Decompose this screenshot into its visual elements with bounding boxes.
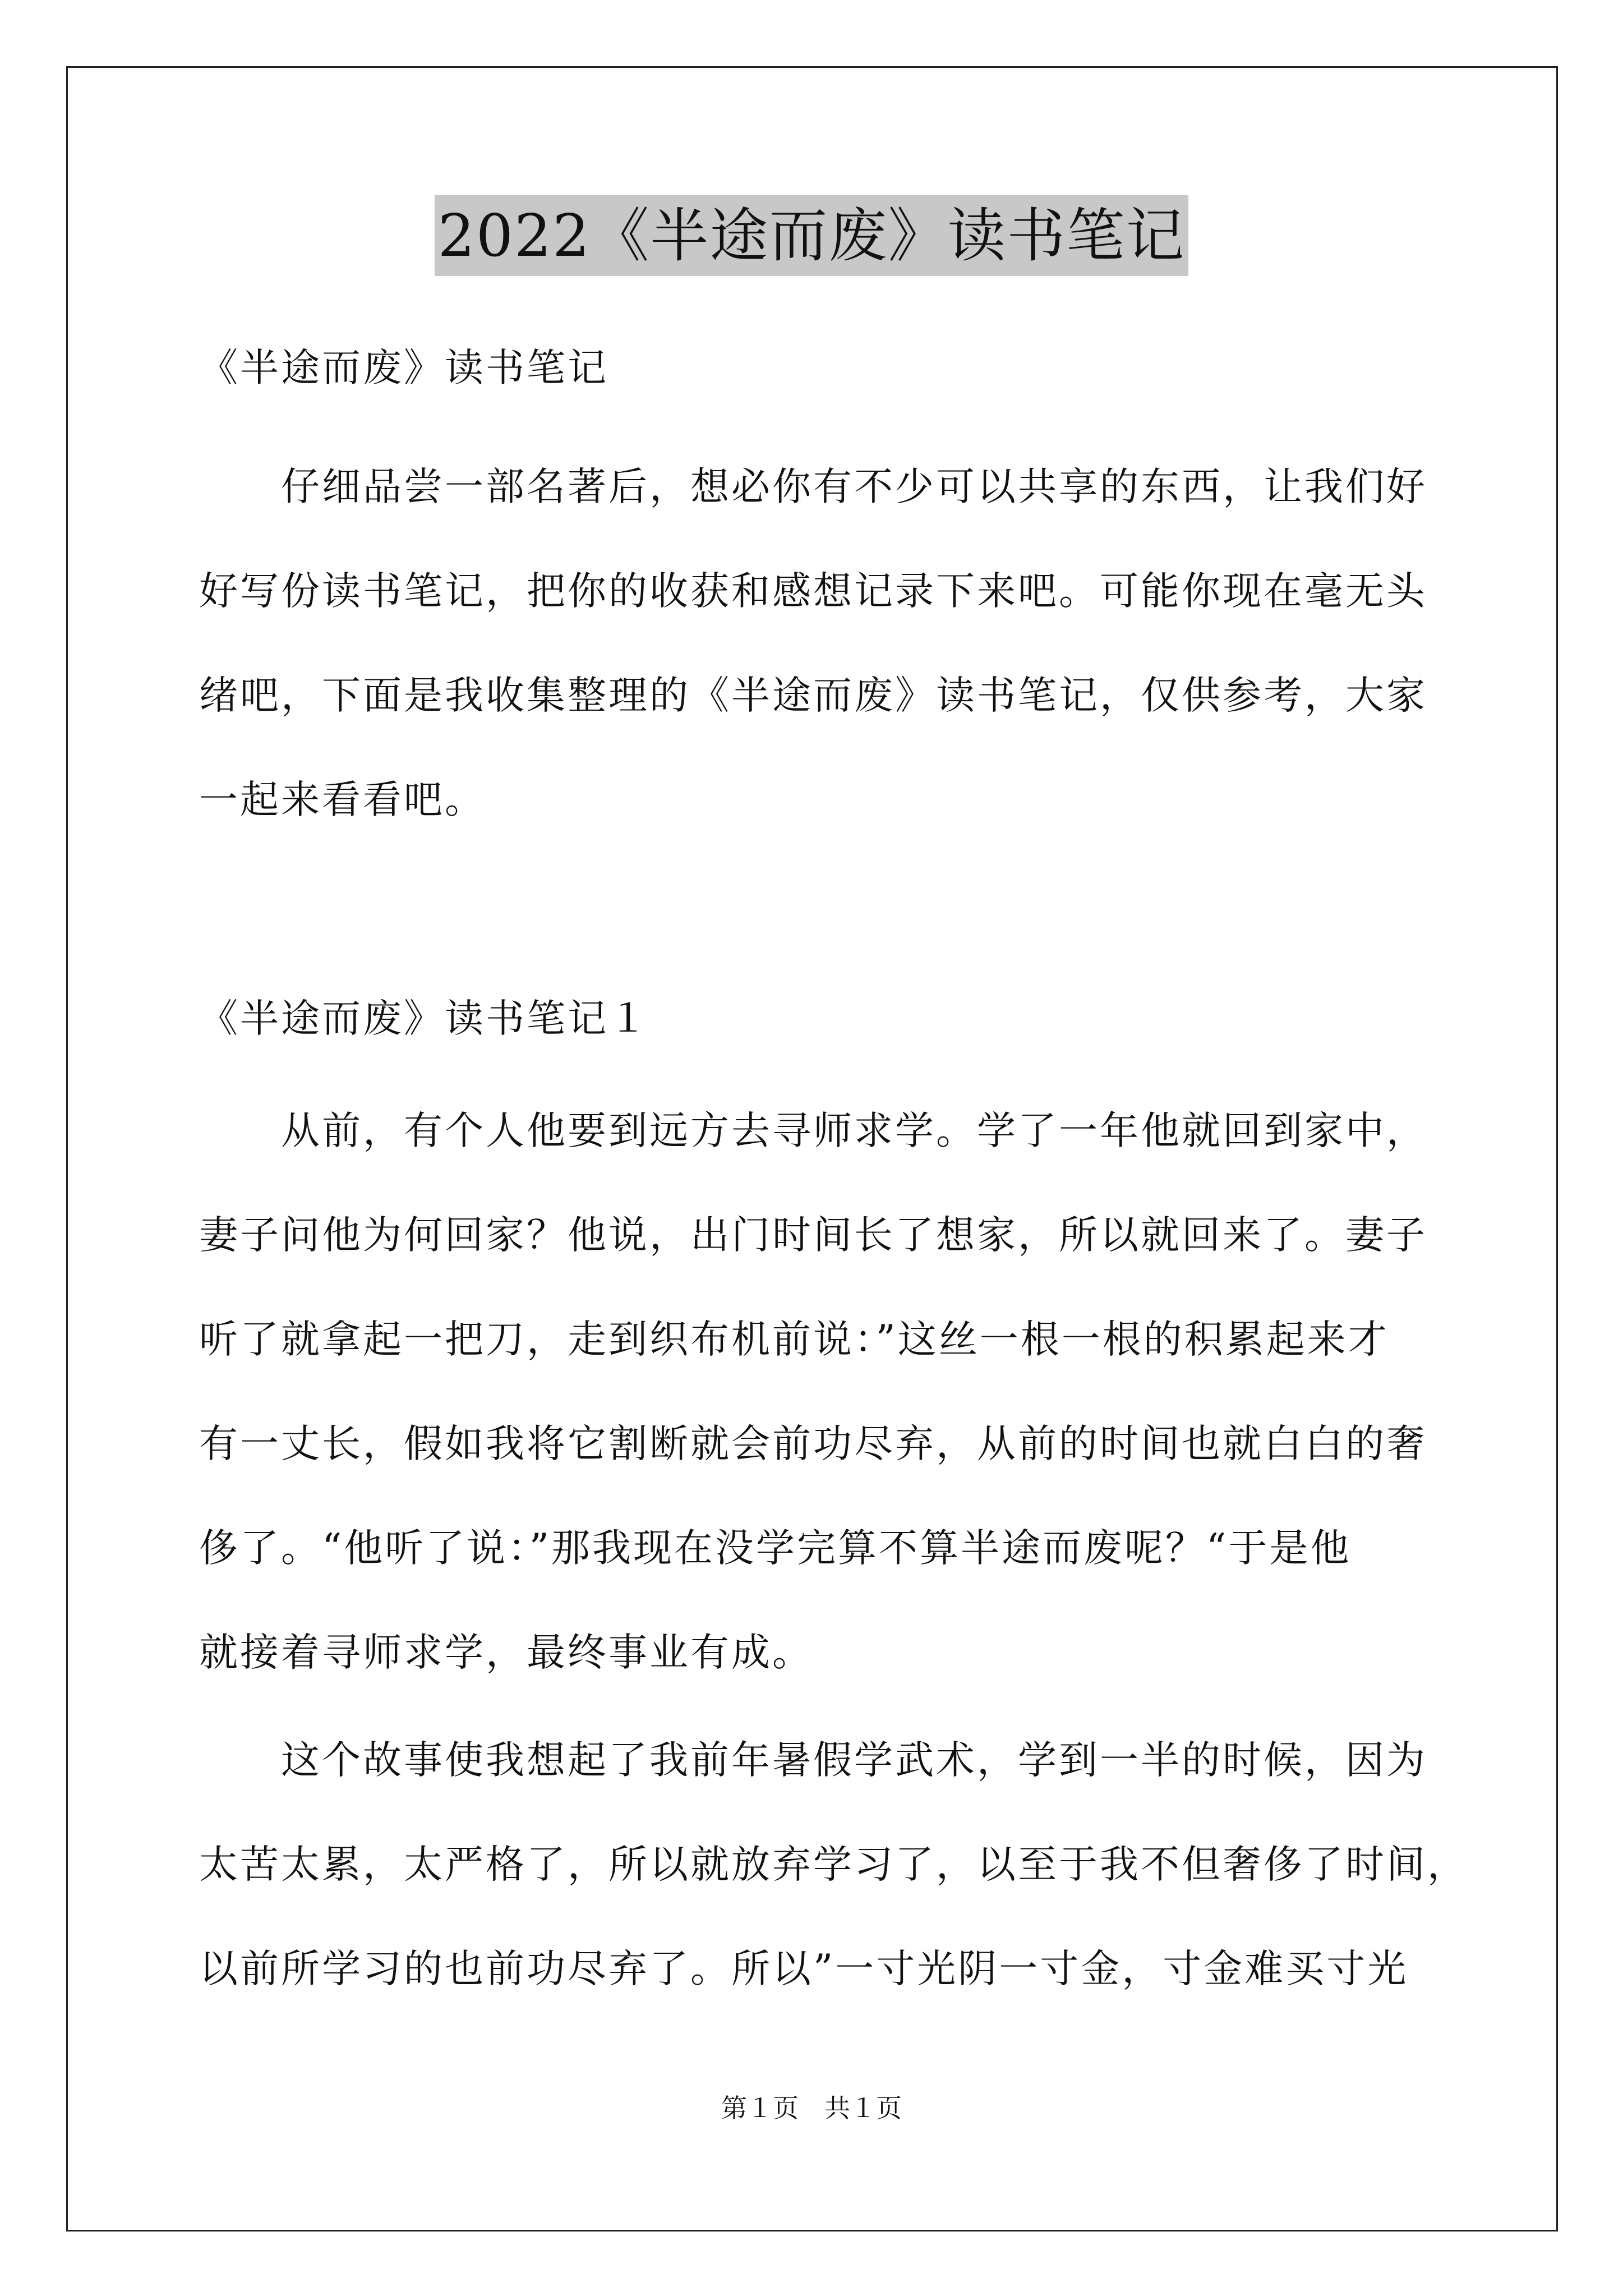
section-heading: 《半途而废》读书笔记１ xyxy=(199,996,649,1041)
paragraph-line: 这个故事使我想起了我前年暑假学武术，学到一半的时候，因为 xyxy=(199,1738,1427,1783)
paragraph-line: 妻子问他为何回家？他说，出门时间长了想家，所以就回来了。妻子 xyxy=(199,1213,1427,1258)
title-container xyxy=(0,195,1623,276)
paragraph-line: 侈了。“他听了说：”那我现在没学完算不算半途而废呢？“于是他 xyxy=(199,1526,1352,1571)
paragraph-line: 绪吧，下面是我收集整理的《半途而废》读书笔记，仅供参考，大家 xyxy=(199,673,1427,718)
page-footer: 第１页 共１页 xyxy=(721,2093,902,2123)
paragraph-line: 有一丈长，假如我将它割断就会前功尽弃，从前的时间也就白白的奢 xyxy=(199,1421,1427,1466)
document-title: 2022《半途而废》读书笔记 xyxy=(435,195,1189,276)
subtitle-line: 《半途而废》读书笔记 xyxy=(199,346,608,390)
paragraph-line: 仔细品尝一部名著后，想必你有不少可以共享的东西，让我们好 xyxy=(199,464,1427,509)
paragraph-line: 听了就拿起一把刀，走到织布机前说：”这丝一根一根的积累起来才 xyxy=(199,1317,1389,1362)
paragraph-line: 一起来看看吧。 xyxy=(199,777,486,822)
paragraph-line: 就接着寻师求学，最终事业有成。 xyxy=(199,1630,813,1675)
paragraph-line: 从前，有个人他要到远方去寻师求学。学了一年他就回到家中， xyxy=(199,1108,1427,1153)
paragraph-line: 好写份读书笔记，把你的收获和感想记录下来吧。可能你现在毫无头 xyxy=(199,569,1427,614)
paragraph-line: 以前所学习的也前功尽弃了。所以”一寸光阴一寸金，寸金难买寸光 xyxy=(199,1947,1409,1991)
paragraph-line: 太苦太累，太严格了，所以就放弃学习了，以至于我不但奢侈了时间， xyxy=(199,1842,1468,1887)
